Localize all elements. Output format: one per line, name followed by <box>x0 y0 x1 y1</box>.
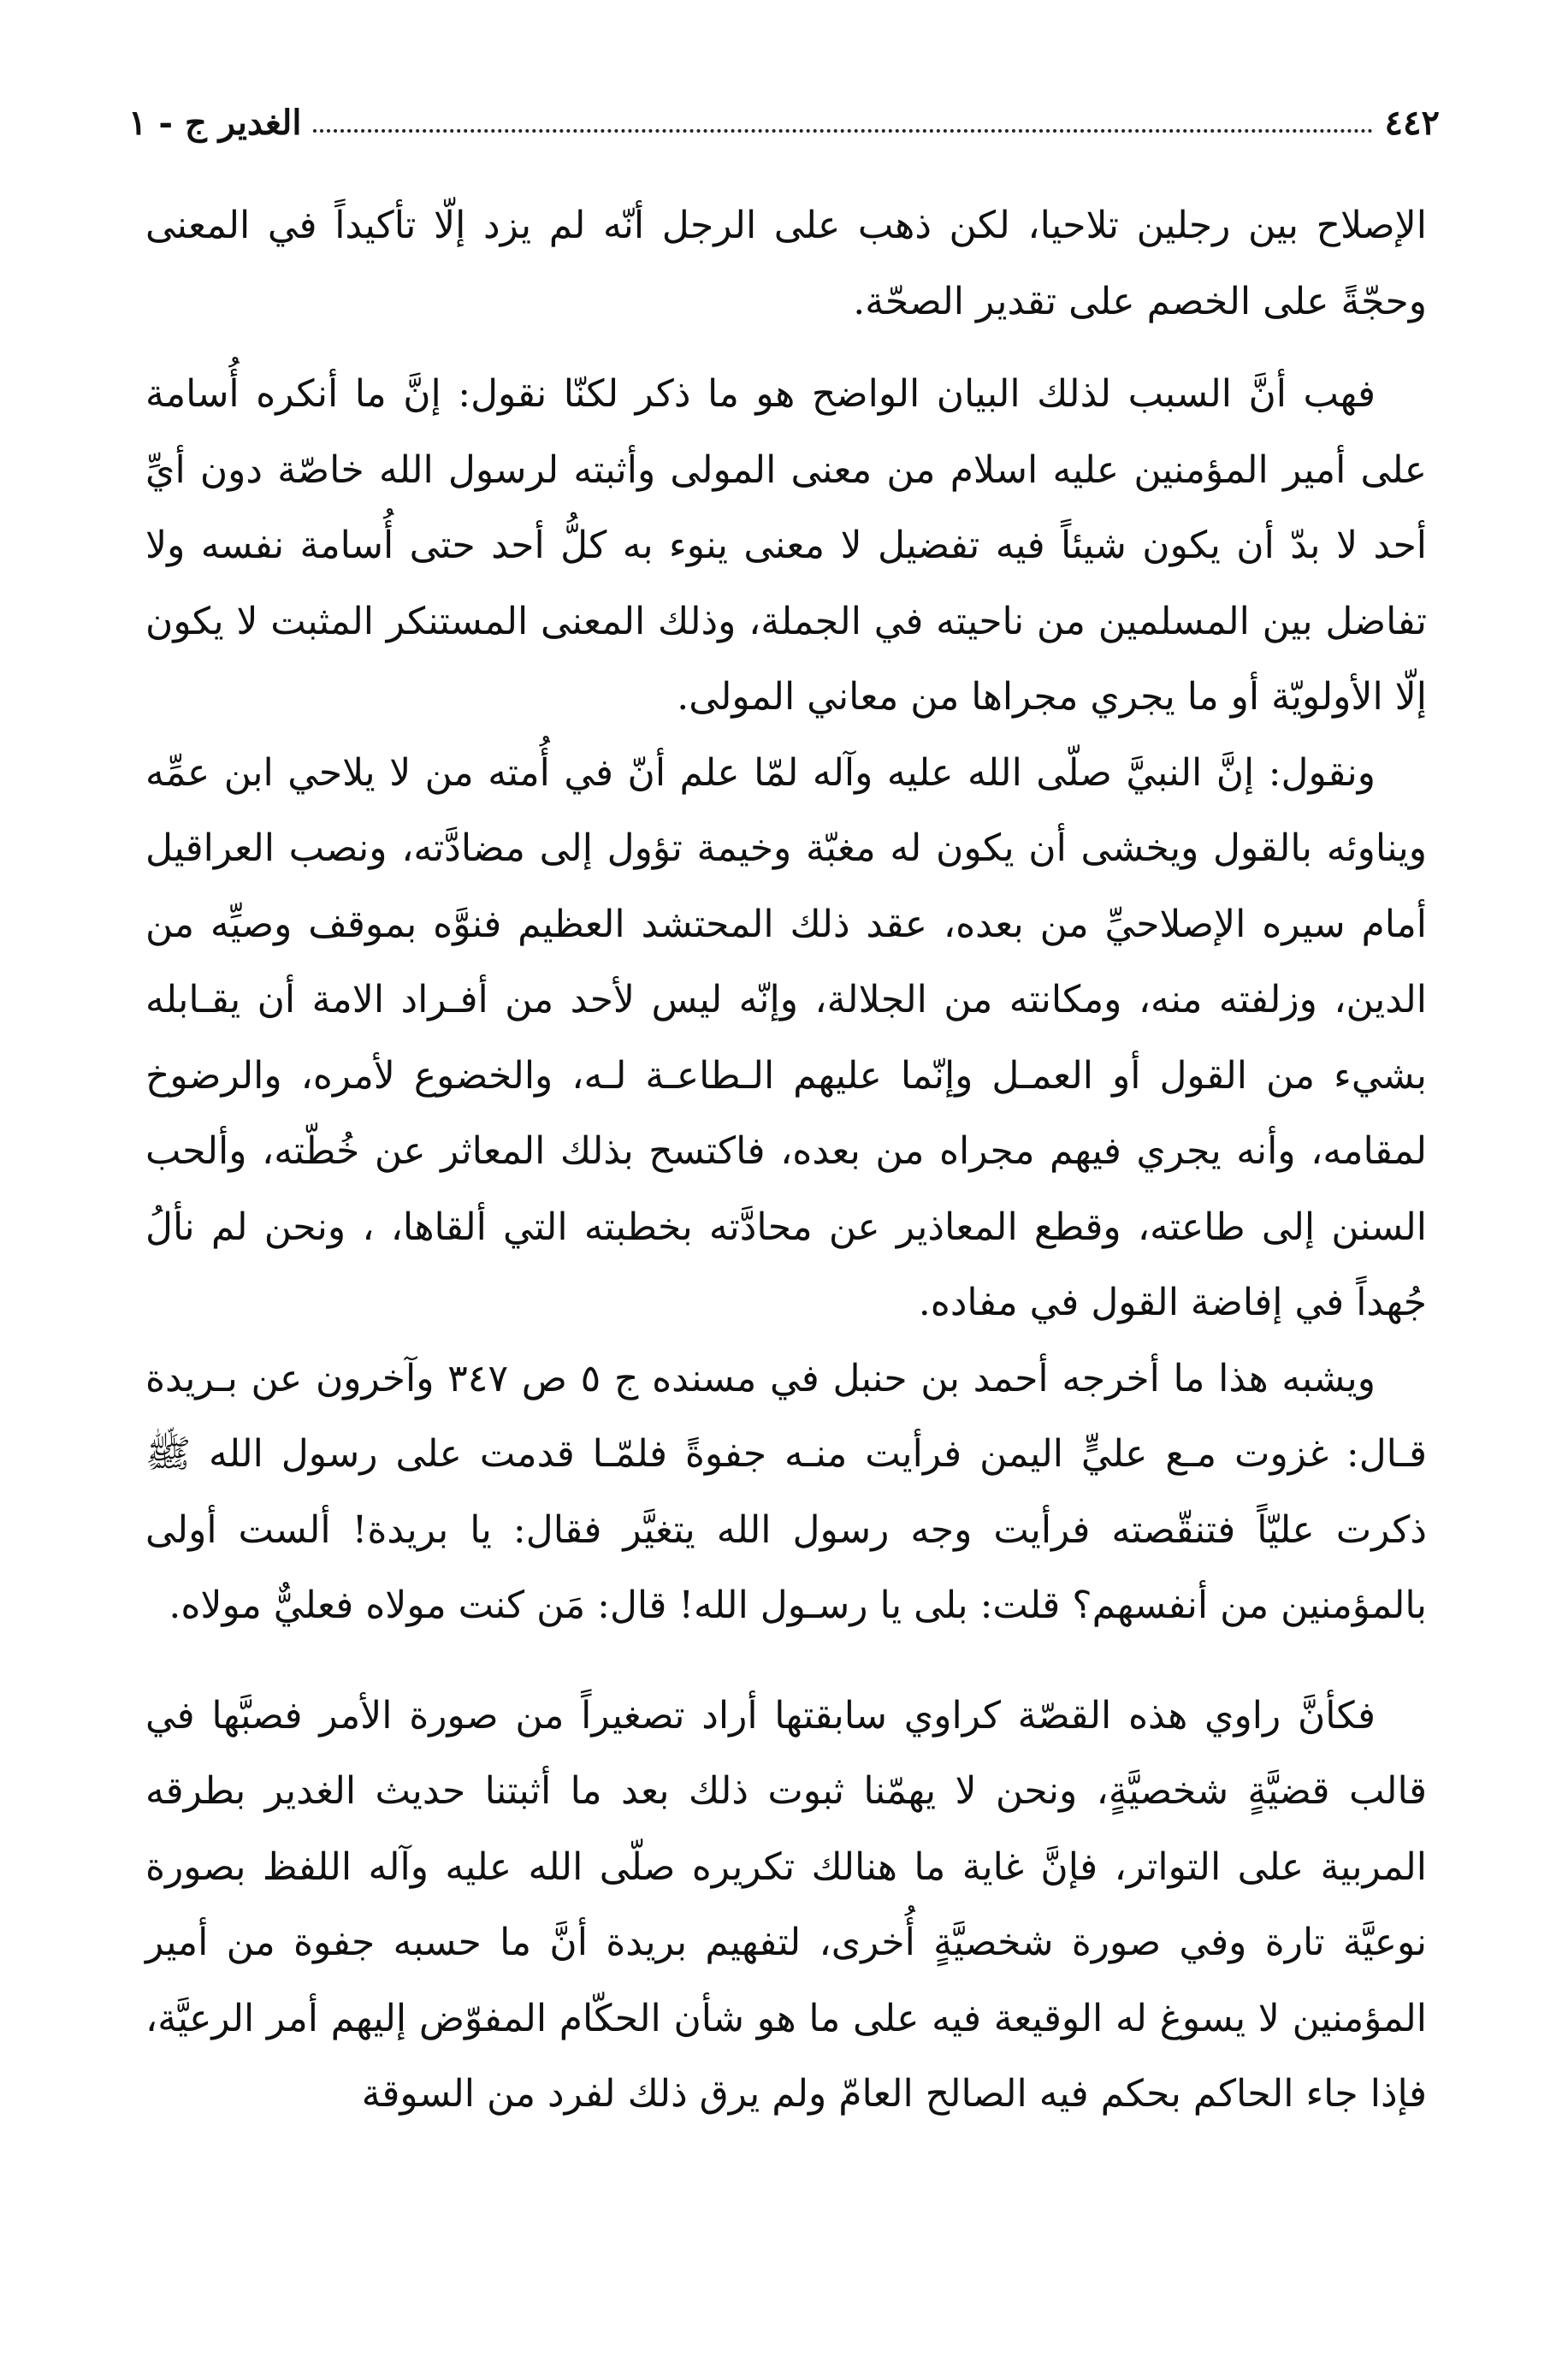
page-number: ٤٤٢ <box>1384 102 1440 143</box>
paragraph-buraydah-hadith: ويشبه هذا ما أخرجه أحمد بن حنبل في مسنده ج ٥ ص ٣٤٧ وآخرون عن بـريدة قـال: غزوت مـع عليٍّ اليمن فرأيت منـه جفوةً فلمّـا قدمت على رسول الله ﷺ ذكرت عليّاً فتنقّصته فرأيت وجه رسول الله يتغيَّر فقال: يا بريدة! ألست أولى بالمؤمنين من أنفسهم؟ قلت: بلى يا رسـول الله! قال: مَن كنت مولاه فعليٌّ مولاه. <box>145 1356 1427 1627</box>
book-title: الغدير ج - ١ <box>128 102 302 143</box>
running-header <box>128 92 1440 152</box>
paragraph-usama-argument: فهب أنَّ السبب لذلك البيان الواضح هو ما ذكر لكنّا نقول: إنَّ ما أنكره أُسامة على أمير المؤمنين عليه اسلام من معنى المولى وأثبته لرسول الله خاصّة دون أيِّ أحد لا بدّ أن يكون شيئاً فيه تفضيل لا معنى ينوء به كلُّ أحد حتى أُسامة نفسه ولا تفاضل بين المسلمين من ناحيته في الجملة، وذلك المعنى المستنكر المثبت لا يكون إلّا الأولويّة أو ما يجري مجراها من معاني المولى. <box>145 372 1427 719</box>
paragraph-ghadir-gathering: ونقول: إنَّ النبيَّ صلّى الله عليه وآله لمّا علم أنّ في أُمته من لا يلاحي ابن عمِّه ويناوئه بالقول ويخشى أن يكون له مغبّة وخيمة تؤول إلى مضادَّته، ونصب العراقيل أمام سيره الإصلاحيِّ من بعده، عقد ذلك المحتشد العظيم فنوَّه بموقف وصيِّه من الدين، وزلفته منه، ومكانته من الجلالة، وإنّه ليس لأحد من أفـراد الامة أن يقـابله بشيء من القول أو العمـل وإنّما عليهم الـطاعـة لـه، والخضوع لأمره، والرضوخ لمقامه، وأنه يجري فيهم مجراه من بعده، فاكتسح بذلك المعاثر عن خُطّته، وألحب السنن إلى طاعته، وقطع المعاذير عن محادَّته بخطبته التي ألقاها، ، ونحن لم نألُ جُهداً في إفاضة القول في مفاده. <box>145 750 1427 1324</box>
text-body <box>145 188 1427 2133</box>
dotted-leader <box>313 127 1372 133</box>
paragraph-continuation: الإصلاح بين رجلين تلاحيا، لكن ذهب على الرجل أنّه لم يزد إلّا تأكيداً في المعنى وحجّةً على الخصم على تقدير الصحّة. <box>145 204 1427 323</box>
paragraph-narrator-commentary: فكأنَّ راوي هذه القصّة كراوي سابقتها أراد تصغيراً من صورة الأمر فصبَّها في قالب قضيَّةٍ شخصيَّةٍ، ونحن لا يهمّنا ثبوت ذلك بعد ما أثبتنا حديث الغدير بطرقه المربية على التواتر، فإنَّ غاية ما هنالك تكريره صلّى الله عليه وآله اللفظ بصورة نوعيَّة تارة وفي صورة شخصيَّةٍ أُخرى، لتفهيم بريدة أنَّ ما حسبه جفوة من أمير المؤمنين لا يسوغ له الوقيعة فيه على ما هو شأن الحكّام المفوّض إليهم أمر الرعيَّة، فإذا جاء الحاكم بحكم فيه الصالح العامّ ولم يرق ذلك لفرد من السوقة <box>145 1693 1427 2116</box>
